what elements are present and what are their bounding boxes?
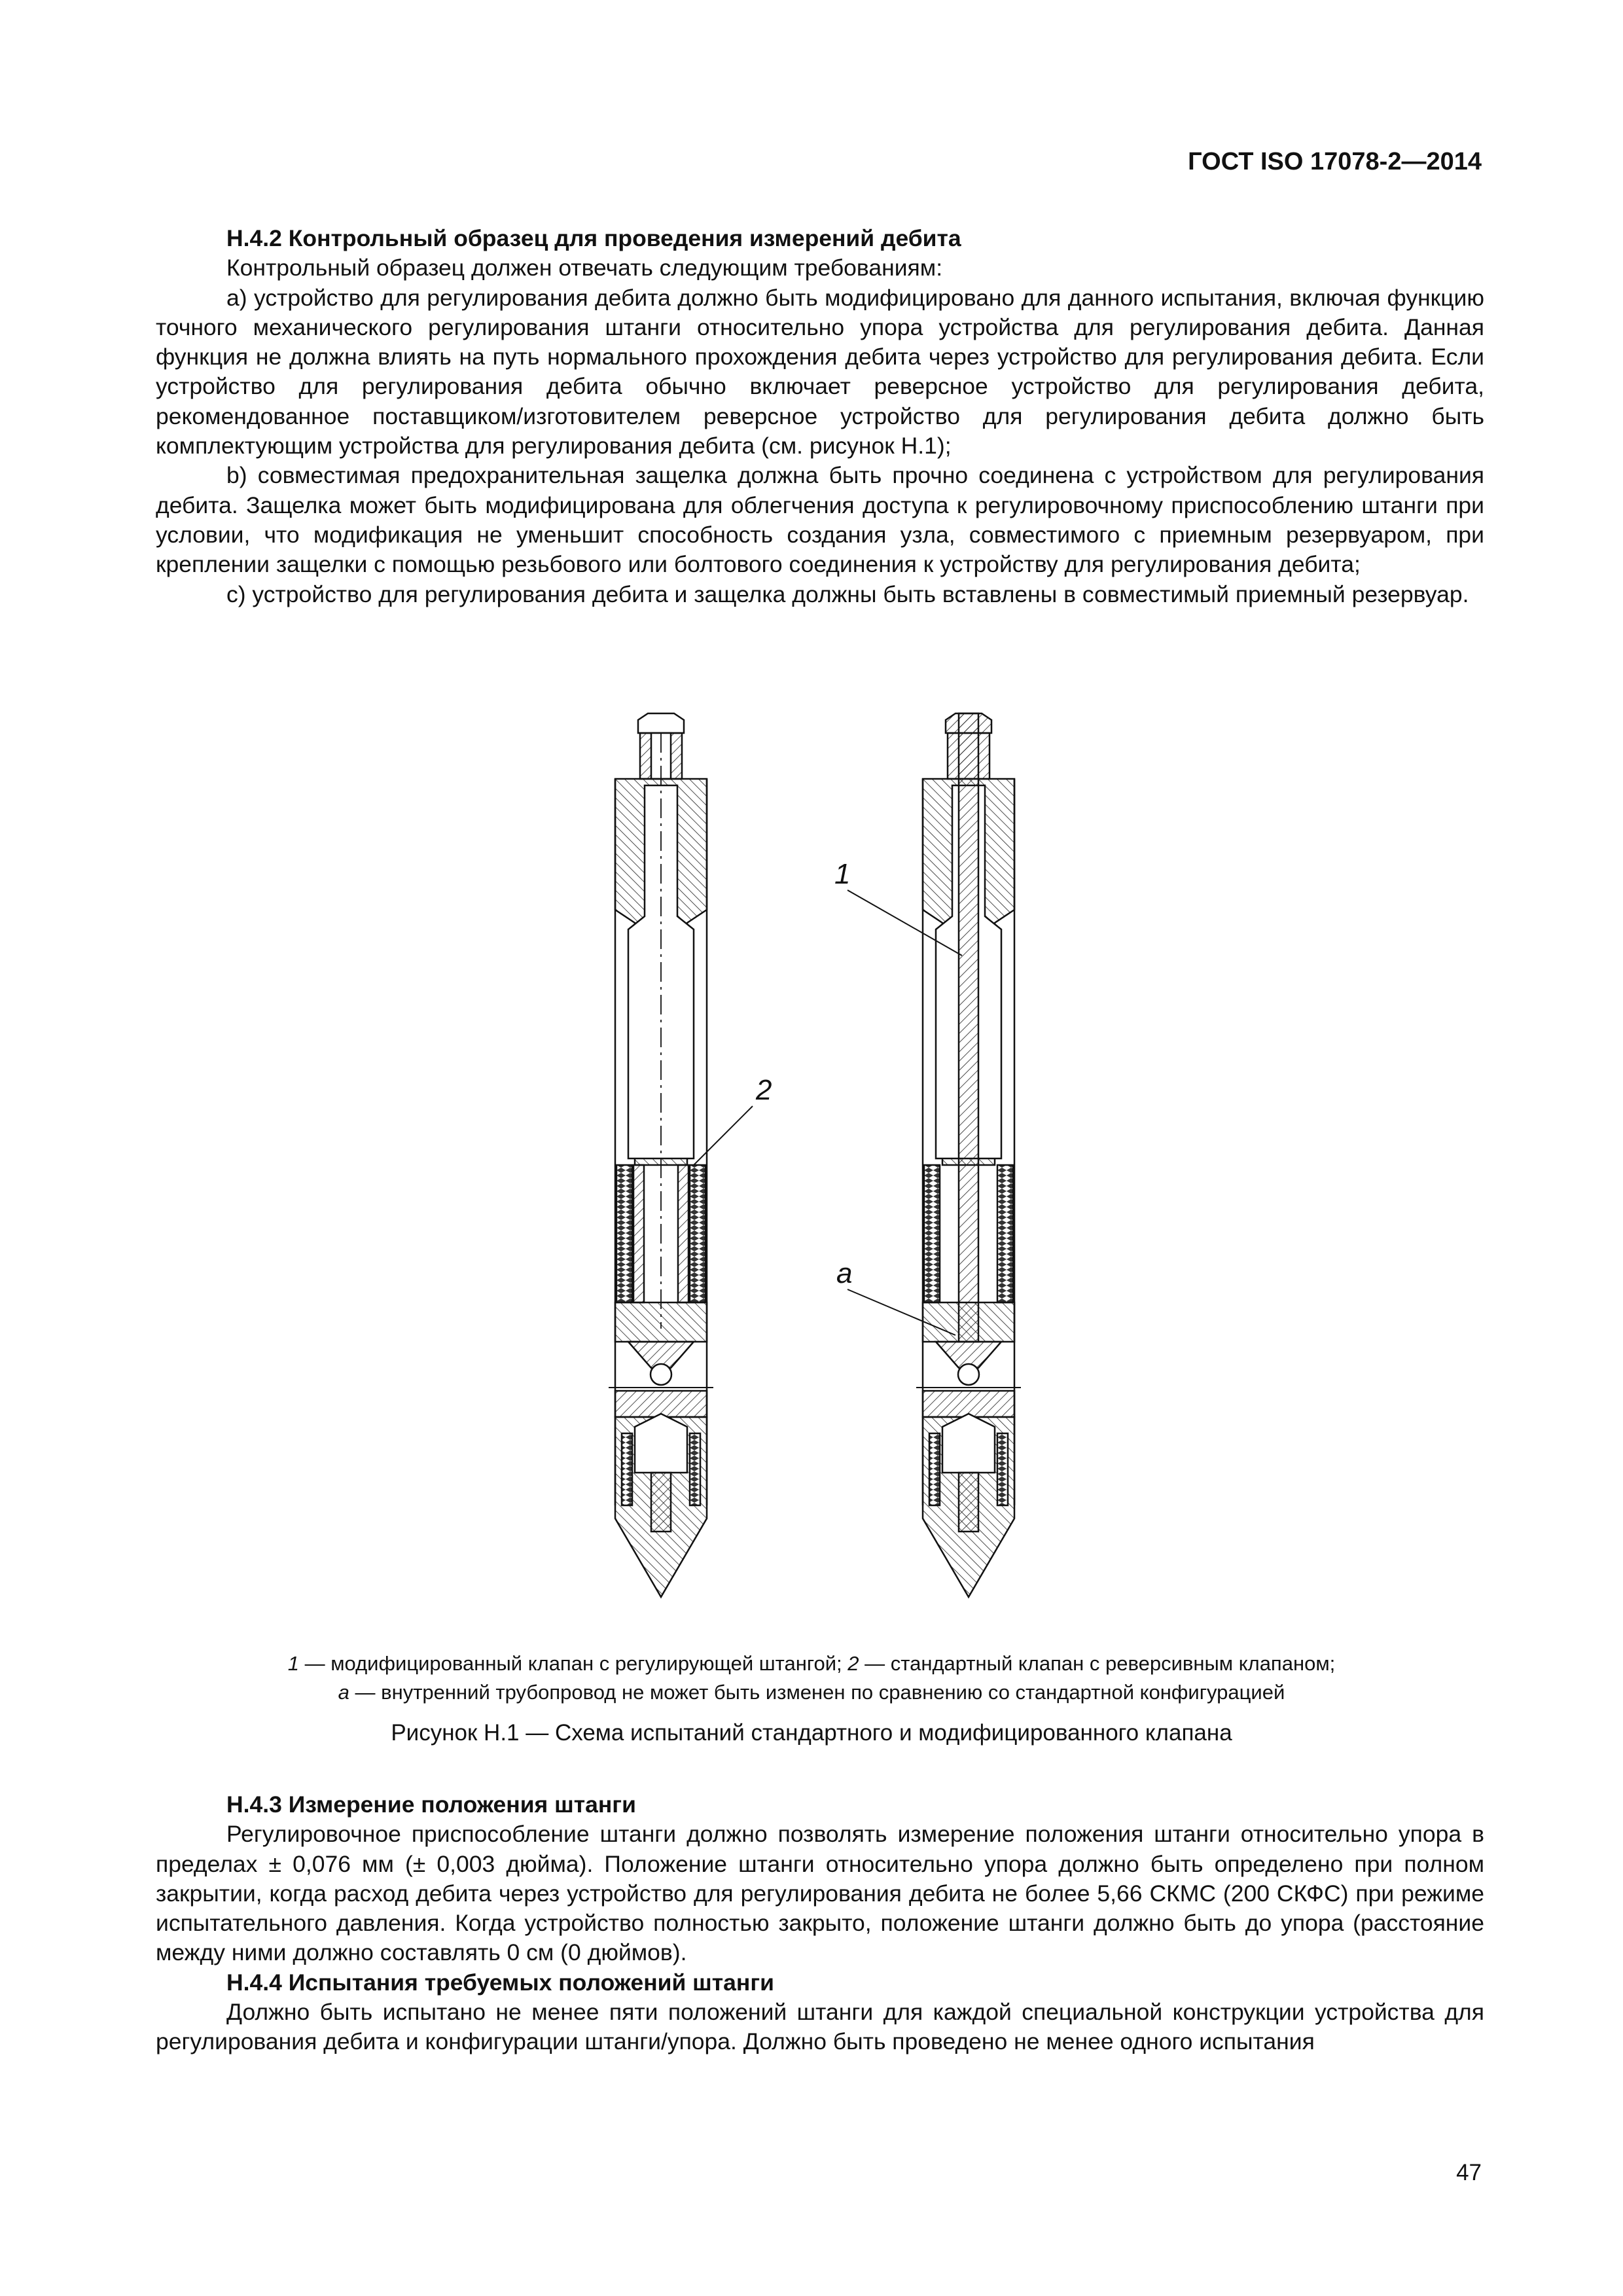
callout-line-2 [694, 1106, 753, 1165]
section-h42 [156, 224, 1484, 609]
section-title: Н.4.2 Контрольный образец для проведения измерений дебита [226, 225, 961, 251]
legend-text: — стандартный клапан с реверсивным клапаном; [859, 1652, 1336, 1675]
legend-key: 2 [847, 1652, 859, 1675]
figure-legend [196, 1649, 1427, 1707]
document-header: ГОСТ ISO 17078-2—2014 [1188, 148, 1482, 175]
paragraph: Регулировочное приспособление штанги должно позволять измерение положения штанги относительно упора в пределах ± 0,076 мм (± 0,003 дюйма). Положение штанги относительно упора должно быть определено при полном закрытии, когда расход дебита через устройство для регулирования дебита не более 5,66 СКМС (200 СКФС) при режиме испытательного давления. Когда устройство полностью закрыто, положение штанги должно быть до упора (расстояние между ними должно составлять 0 см (0 дюймов). [156, 1821, 1484, 1966]
figure-title: Рисунок Н.1 — Схема испытаний стандартного и модифицированного клапана [391, 1720, 1232, 1746]
modified-valve-drawing [916, 713, 1021, 1597]
valve-diagram [589, 707, 1047, 1623]
paragraph: Должно быть испытано не менее пяти положений штанги для каждой специальной конструкции устройства для регулирования дебита и конфигурации штанги/упора. Должно быть проведено не менее одного испытания [156, 1999, 1484, 2055]
list-item: с) устройство для регулирования дебита и защелка должны быть вставлены в совместимый приемный резервуар. [226, 581, 1469, 607]
section-title: Н.4.3 Измерение положения штанги [226, 1791, 636, 1818]
page-number: 47 [1456, 2160, 1482, 2185]
section-title: Н.4.4 Испытания требуемых положений штанги [226, 1969, 774, 1996]
legend-text: — внутренний трубопровод не может быть изменен по сравнению со стандартной конфигурацией [349, 1681, 1285, 1704]
paragraph: Контрольный образец должен отвечать следующим требованиям: [226, 255, 943, 281]
list-item: b) совместимая предохранительная защелка должна быть прочно соединена с устройством для регулирования дебита. Защелка может быть модифицирована для облегчения доступа к регулировочному приспособлению штанги при условии, что модификация не уменьшит способность создания узла, совместимого с приемным резервуаром, при креплении защелки с помощью резьбового или болтового соединения к устройству для регулирования дебита; [156, 462, 1484, 578]
callout-label-a: a [836, 1257, 853, 1289]
legend-key: а [338, 1681, 349, 1704]
callout-label-1: 1 [834, 858, 851, 890]
callout-label-2: 2 [756, 1074, 772, 1106]
legend-text: — модифицированный клапан с регулирующей штангой; [299, 1652, 848, 1675]
standard-valve-drawing [609, 713, 713, 1597]
list-item: а) устройство для регулирования дебита должно быть модифицировано для данного испытания, включая функцию точного механического регулирования штанги относительно упора устройства для регулирования дебита. Данная функция не должна влиять на путь нормального прохождения дебита через устройство для регулирования дебита. Если устройство для регулирования дебита обычно включает реверсное устройство для регулирования дебита, рекомендованное поставщиком/изготовителем реверсное устройство для регулирования дебита должно быть комплектующим устройства для регулирования дебита (см. рисунок Н.1); [156, 284, 1484, 459]
sections-h43-h44 [156, 1790, 1484, 2057]
legend-key: 1 [287, 1652, 299, 1675]
